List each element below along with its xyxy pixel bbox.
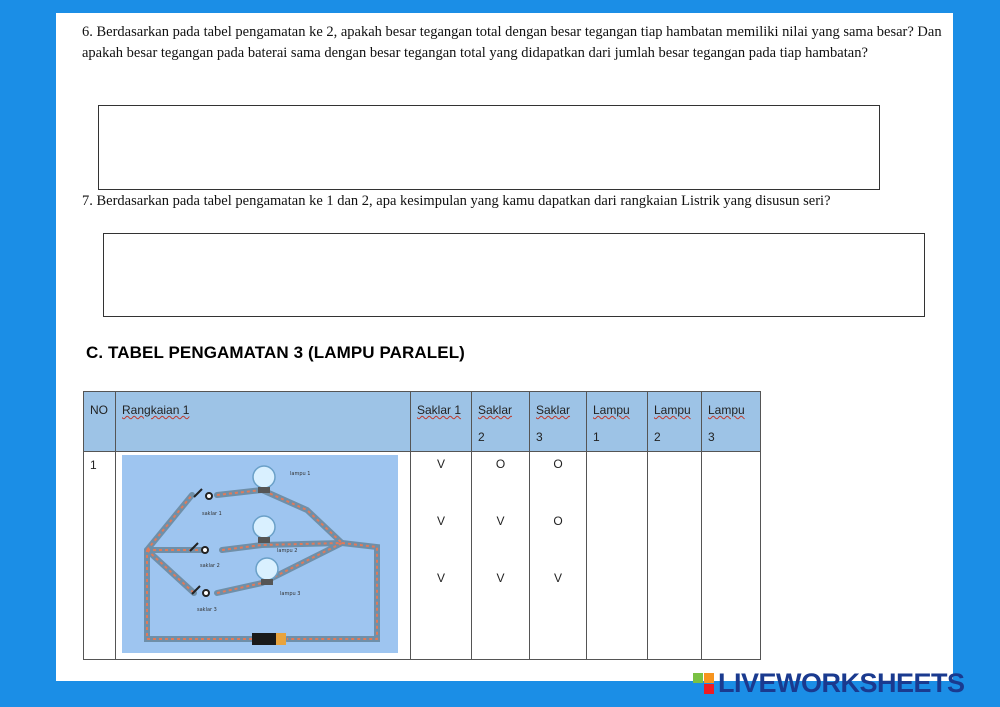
cell-lampu-1[interactable]: [587, 452, 648, 660]
cell-lampu-3[interactable]: [702, 452, 761, 660]
parallel-circuit-image: [122, 455, 398, 653]
cell-saklar-1: V V V: [411, 452, 472, 660]
liveworksheets-badge-icon: [693, 673, 715, 695]
label-lampu-2: lampu 2: [277, 548, 298, 554]
label-saklar-2: saklar 2: [200, 563, 220, 569]
header-saklar-3: Saklar 3: [530, 392, 587, 452]
table-row: [84, 452, 761, 660]
label-lampu-3: lampu 3: [280, 591, 301, 597]
cell-saklar-3: O O V: [530, 452, 587, 660]
header-lampu-2: Lampu 2: [648, 392, 702, 452]
answer-box-6[interactable]: [98, 105, 880, 190]
observation-table: [83, 391, 761, 660]
section-title: C. TABEL PENGAMATAN 3 (LAMPU PARALEL): [86, 343, 465, 362]
cell-lampu-2[interactable]: [648, 452, 702, 660]
liveworksheets-logo: LIVEWORKSHEETS: [718, 668, 965, 698]
header-lampu-1: Lampu 1: [587, 392, 648, 452]
label-saklar-3: saklar 3: [197, 607, 217, 613]
answer-box-7[interactable]: [103, 233, 925, 317]
header-saklar-2: Saklar 2: [472, 392, 530, 452]
header-no: NO: [84, 392, 116, 452]
cell-saklar-2: O V V: [472, 452, 530, 660]
question-6: 6. Berdasarkan pada tabel pengamatan ke 2, apakah besar tegangan total dengan besar tegangan tiap hambatan memiliki nilai yang sama besar? Dan apakah besar tegangan pada baterai sama dengan besar tegangan total yang didapatkan dari jumlah besar tegangan pada tiap hambatan?: [82, 24, 942, 61]
question-7: 7. Berdasarkan pada tabel pengamatan ke 1 dan 2, apa kesimpulan yang kamu dapatkan dari rangkaian Listrik yang disusun seri?: [82, 193, 831, 209]
header-rangkaian: Rangkaian 1: [116, 392, 411, 452]
table-header-row: [84, 392, 761, 452]
label-lampu-1: lampu 1: [290, 471, 311, 477]
header-saklar-1: Saklar 1: [411, 392, 472, 452]
cell-circuit: [116, 452, 411, 660]
header-lampu-3: Lampu 3: [702, 392, 761, 452]
label-saklar-1: saklar 1: [202, 511, 222, 517]
cell-no: 1: [84, 452, 116, 660]
